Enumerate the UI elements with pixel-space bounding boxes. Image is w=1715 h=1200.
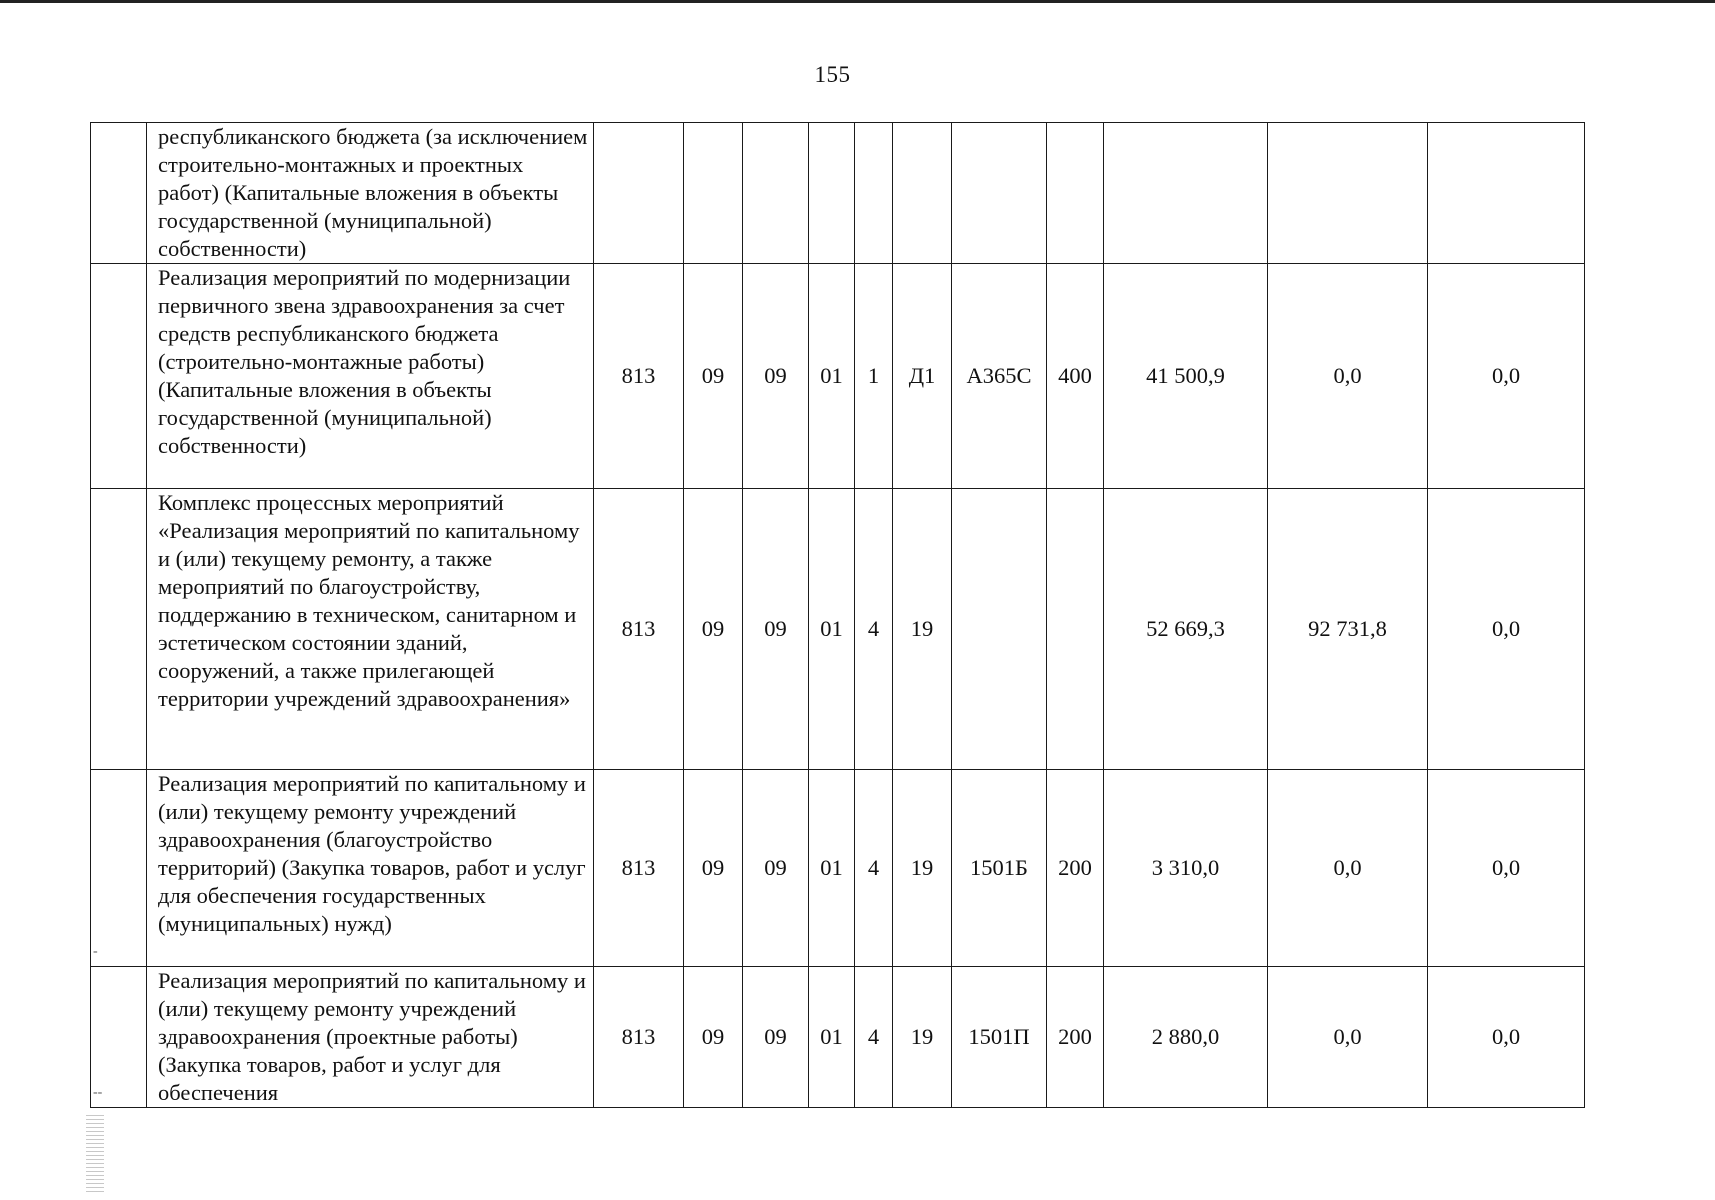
table-row: [91, 770, 1585, 967]
amount-year1-cell: 41 500,9: [1104, 264, 1268, 489]
row-name-cell: Комплекс процессных мероприятий «Реализация мероприятий по капитальному и (или) текущему ремонту, а также мероприятий по благоустройству, поддержанию в техническом, санитарном и эстетическом состоянии зданий, сооружений, а также прилегающей территории учреждений здравоохранения»: [147, 489, 594, 770]
amount-year2-cell: 0,0: [1268, 264, 1428, 489]
subsection-code-cell: [743, 123, 809, 264]
table-row: [91, 123, 1585, 264]
structural-element-code-cell: [893, 123, 952, 264]
row-name-cell: Реализация мероприятий по модернизации первичного звена здравоохранения за счет средств республиканского бюджета (строительно-монтажные работы) (Капитальные вложения в объекты государственной (муниципальной) собственности): [147, 264, 594, 489]
direction-code-cell: [952, 489, 1047, 770]
row-number-cell: [91, 123, 147, 264]
direction-code-cell: [952, 123, 1047, 264]
section-code-cell: 09: [684, 264, 743, 489]
expense-type-code-cell: 400: [1047, 264, 1104, 489]
program-type-code-cell: 4: [855, 967, 893, 1108]
program-code-cell: 01: [809, 489, 855, 770]
structural-element-code-cell: Д1: [893, 264, 952, 489]
subsection-code-cell: 09: [743, 770, 809, 967]
row-name-cell: республиканского бюджета (за исключением строительно-монтажных и проектных работ) (Капитальные вложения в объекты государственной (муниципальной) собственности): [147, 123, 594, 264]
row-name-cell: Реализация мероприятий по капитальному и (или) текущему ремонту учреждений здравоохранения (проектные работы) (Закупка товаров, работ и услуг для обеспечения: [147, 967, 594, 1108]
ministry-code-cell: 813: [594, 264, 684, 489]
top-border-line: [0, 0, 1715, 3]
amount-year1-cell: [1104, 123, 1268, 264]
scan-edge-mark: [86, 1115, 104, 1195]
table-row: [91, 489, 1585, 770]
page-number: 155: [814, 62, 851, 87]
amount-year1-cell: 52 669,3: [1104, 489, 1268, 770]
amount-year3-cell: [1428, 123, 1585, 264]
program-code-cell: 01: [809, 770, 855, 967]
row-number-cell: --: [91, 967, 147, 1108]
section-code-cell: [684, 123, 743, 264]
row-name-cell: Реализация мероприятий по капитальному и (или) текущему ремонту учреждений здравоохранения (благоустройство территорий) (Закупка товаров, работ и услуг для обеспечения государственных (муниципальных) нужд): [147, 770, 594, 967]
section-code-cell: 09: [684, 770, 743, 967]
amount-year1-cell: 2 880,0: [1104, 967, 1268, 1108]
subsection-code-cell: 09: [743, 967, 809, 1108]
amount-year2-cell: 0,0: [1268, 770, 1428, 967]
amount-year3-cell: 0,0: [1428, 489, 1585, 770]
program-code-cell: 01: [809, 967, 855, 1108]
program-type-code-cell: 4: [855, 770, 893, 967]
amount-year2-cell: 92 731,8: [1268, 489, 1428, 770]
table-row: [91, 264, 1585, 489]
expense-type-code-cell: [1047, 123, 1104, 264]
expense-type-code-cell: [1047, 489, 1104, 770]
structural-element-code-cell: 19: [893, 770, 952, 967]
program-code-cell: [809, 123, 855, 264]
program-type-code-cell: [855, 123, 893, 264]
structural-element-code-cell: 19: [893, 489, 952, 770]
row-number-cell: [91, 489, 147, 770]
structural-element-code-cell: 19: [893, 967, 952, 1108]
ministry-code-cell: [594, 123, 684, 264]
row-number-cell: -: [91, 770, 147, 967]
ministry-code-cell: 813: [594, 770, 684, 967]
subsection-code-cell: 09: [743, 264, 809, 489]
budget-table: [90, 122, 1585, 1108]
expense-type-code-cell: 200: [1047, 967, 1104, 1108]
direction-code-cell: 1501П: [952, 967, 1047, 1108]
program-type-code-cell: 1: [855, 264, 893, 489]
amount-year3-cell: 0,0: [1428, 264, 1585, 489]
program-code-cell: 01: [809, 264, 855, 489]
amount-year2-cell: 0,0: [1268, 967, 1428, 1108]
subsection-code-cell: 09: [743, 489, 809, 770]
section-code-cell: 09: [684, 967, 743, 1108]
amount-year3-cell: 0,0: [1428, 770, 1585, 967]
amount-year1-cell: 3 310,0: [1104, 770, 1268, 967]
direction-code-cell: 1501Б: [952, 770, 1047, 967]
table-row: [91, 967, 1585, 1108]
expense-type-code-cell: 200: [1047, 770, 1104, 967]
section-code-cell: 09: [684, 489, 743, 770]
amount-year2-cell: [1268, 123, 1428, 264]
direction-code-cell: А365С: [952, 264, 1047, 489]
program-type-code-cell: 4: [855, 489, 893, 770]
amount-year3-cell: 0,0: [1428, 967, 1585, 1108]
ministry-code-cell: 813: [594, 967, 684, 1108]
row-number-cell: [91, 264, 147, 489]
ministry-code-cell: 813: [594, 489, 684, 770]
